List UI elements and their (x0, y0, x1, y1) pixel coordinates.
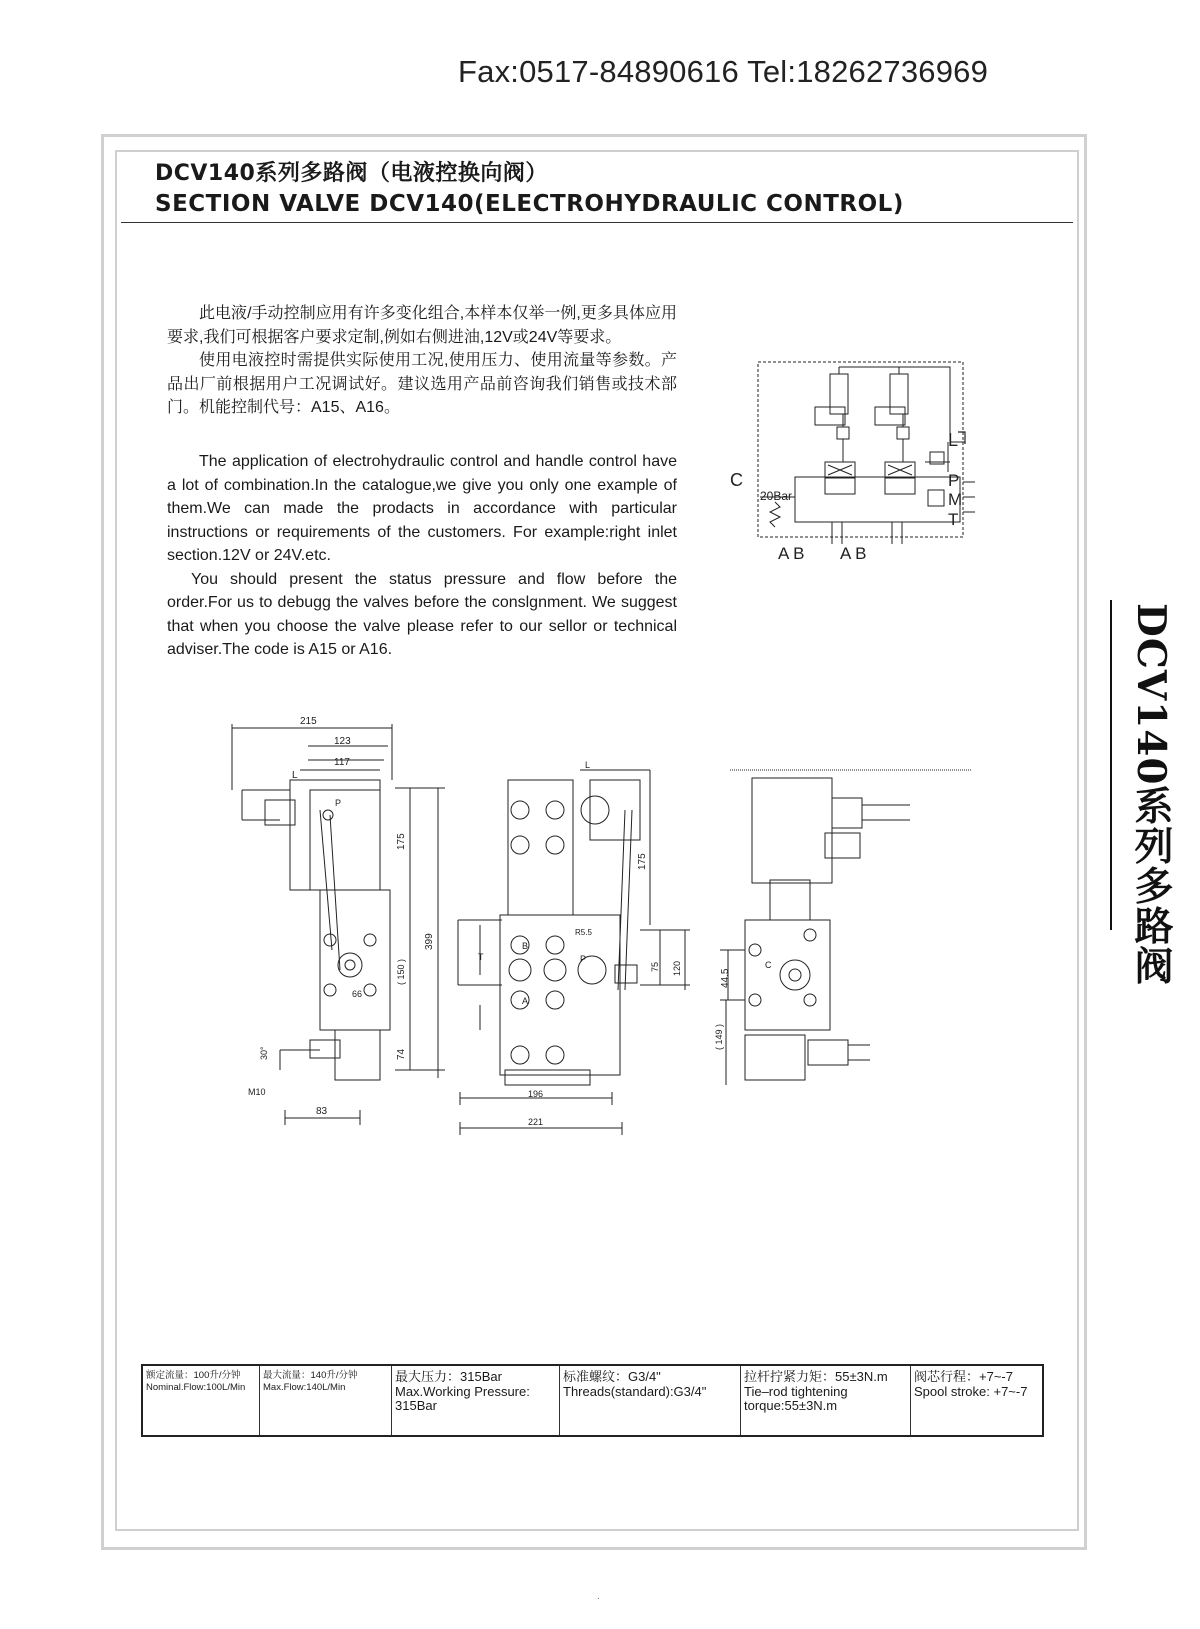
spec-en: Spool stroke: +7~-7 (914, 1383, 1028, 1399)
schematic-port-l: L (948, 430, 959, 450)
dim-30-degrees: 30° (259, 1046, 269, 1060)
footer-mark: . (597, 1591, 600, 1602)
dim-l-left: L (292, 770, 298, 781)
title-english: SECTION VALVE DCV140(ELECTROHYDRAULIC CONTROL) (155, 191, 904, 217)
dim-75: 75 (650, 961, 660, 972)
spec-cell-threads (560, 1366, 741, 1435)
dim-l-mid: L (585, 760, 591, 770)
dim-196: 196 (528, 1089, 544, 1099)
dim-399: 399 (424, 933, 435, 950)
spec-cn: 额定流量：100升/分钟 (146, 1370, 241, 1381)
contact-line: Fax:0517-84890616 Tel:18262736969 (458, 54, 989, 89)
dim-150: ( 150 ) (396, 958, 406, 985)
dim-149: ( 149 ) (714, 1023, 724, 1050)
schematic-relief-label: 20Bar (760, 489, 793, 503)
dim-83: 83 (316, 1106, 328, 1117)
dimension-drawing (220, 710, 1020, 1190)
dim-117: 117 (334, 757, 350, 768)
schematic-port-t: T (948, 510, 959, 529)
dim-221: 221 (528, 1117, 544, 1127)
schematic-port-m: M (948, 490, 963, 509)
dim-175-left: 175 (396, 833, 407, 850)
spec-en: Threads(standard):G3/4" (563, 1383, 707, 1399)
dim-66: 66 (352, 989, 363, 999)
dim-m10: M10 (248, 1087, 266, 1097)
schematic-port-c: C (730, 470, 743, 490)
spec-cell-nominal-flow (143, 1366, 260, 1435)
spec-cn: 最大压力：315Bar (395, 1369, 502, 1384)
schematic-ab-1: A B (778, 544, 805, 563)
side-tab-rule (1110, 600, 1112, 930)
spec-table (141, 1364, 1044, 1437)
schematic-port-p: P (948, 471, 960, 490)
spec-cn: 阀芯行程：+7~-7 (914, 1369, 1013, 1384)
title-rule (121, 222, 1073, 223)
spec-cn: 标准螺纹：G3/4" (563, 1369, 661, 1384)
spec-cell-max-pressure (392, 1366, 560, 1435)
description-en-paragraph-1: The application of electrohydraulic control and handle control have a lot of combination.In the catalogue,we give you only one example of them.We can made the prodacts in accordance with particular instructions or requirements of the customers. For example:right inlet section.12V or 24V.etc. (167, 453, 677, 564)
side-tab: DCV140系列多路阀 (1128, 603, 1174, 986)
spec-cn: 拉杆拧紧力矩：55±3N.m (744, 1369, 888, 1384)
dim-b-port: B (522, 941, 529, 951)
description-cn-paragraph-1: 此电液/手动控制应用有许多变化组合,本样本仅举一例,更多具体应用要求,我们可根据客户要求定制,例如右侧进油,12V或24V等要求。 (167, 305, 677, 346)
dim-c-port: C (765, 960, 772, 970)
description-en-paragraph-2: You should present the status pressure and flow before the order.For us to debugg the valves before the conslgnment. We suggest that when you choose the valve please refer to our sellor or technical adviser.The code is A15 or A16. (167, 570, 677, 658)
title-block (155, 159, 904, 219)
dim-t-port: T (478, 952, 484, 962)
spec-en: Max.Flow:140L/Min (263, 1381, 346, 1393)
hydraulic-schematic (720, 352, 1000, 582)
schematic-ab-2: A B (840, 544, 867, 563)
spec-en: Nominal.Flow:100L/Min (146, 1381, 246, 1393)
dim-74: 74 (396, 1048, 407, 1060)
spec-cell-tie-rod (741, 1366, 911, 1435)
spec-cn: 最大流量：140升/分钟 (263, 1370, 358, 1381)
description-english (167, 450, 677, 662)
description-chinese (167, 302, 677, 420)
dim-p-port: P (580, 954, 587, 964)
description-cn-paragraph-2: 使用电液控时需提供实际使用工况,使用压力、使用流量等参数。产品出厂前根据用户工况调试好。建议选用产品前咨询我们销售或技术部门。机能控制代号：A15、A16。 (167, 352, 677, 416)
spec-en: Max.Working Pressure: 315Bar (395, 1383, 530, 1413)
spec-cell-spool-stroke (911, 1366, 1042, 1435)
dim-a-port: A (522, 996, 529, 1006)
title-chinese: DCV140系列多路阀（电液控换向阀） (155, 161, 548, 186)
dim-p-left: P (335, 798, 342, 808)
dim-123: 123 (334, 736, 351, 747)
dim-r55: R5.5 (575, 928, 592, 937)
dim-175-mid: 175 (637, 853, 648, 870)
spec-en: Tie–rod tightening torque:55±3N.m (744, 1383, 848, 1413)
dim-120: 120 (672, 960, 682, 976)
spec-cell-max-flow (260, 1366, 392, 1435)
dim-215: 215 (300, 716, 317, 727)
dim-44-5: 44.5 (720, 968, 731, 988)
